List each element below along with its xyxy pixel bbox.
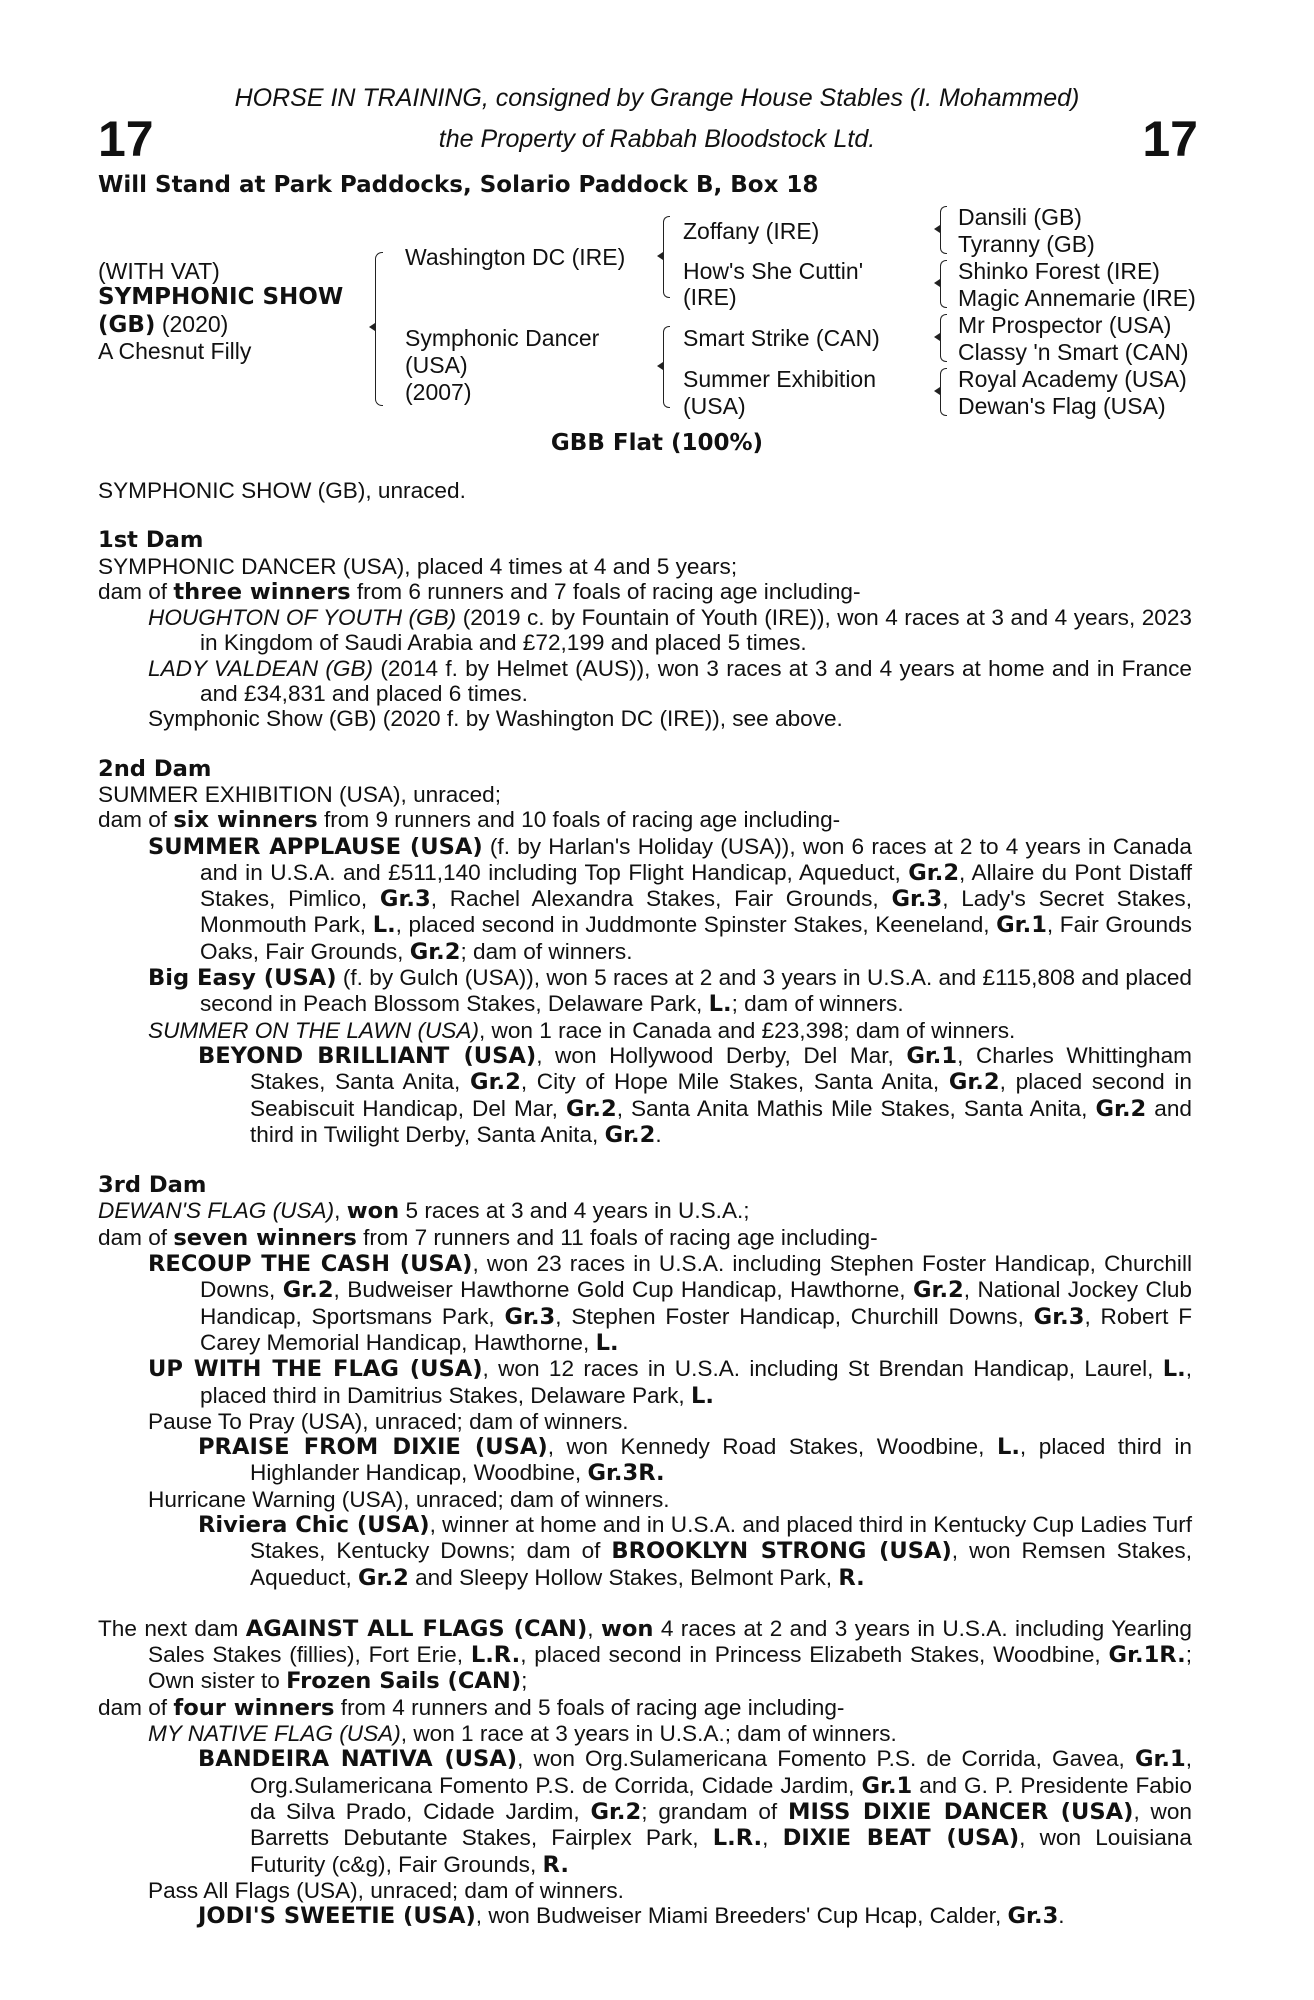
text: , won Budweiser Miami Breeders' Cup Hcap, Calder, bbox=[475, 1903, 1008, 1929]
next-dam-produce bbox=[98, 1695, 1192, 1721]
text: , placed third in Damitrius Stakes, Delaware Park, bbox=[200, 1356, 1192, 1408]
text: dam of bbox=[98, 578, 174, 604]
text: ; dam of winners. bbox=[460, 938, 633, 964]
dam-name-line3: (2007) bbox=[405, 379, 472, 405]
produce-entry: Hurricane Warning (USA), unraced; dam of winners. bbox=[148, 1486, 670, 1512]
produce-entry bbox=[98, 1356, 1192, 1409]
produce-entry bbox=[98, 605, 1192, 656]
horse-race-record: SYMPHONIC SHOW (GB), unraced. bbox=[98, 478, 466, 503]
gen3-brace-2 bbox=[940, 260, 947, 308]
produce-entry bbox=[98, 1903, 1192, 1929]
text: from 9 runners and 10 foals of racing age including- bbox=[317, 807, 841, 833]
vat-label: (WITH VAT) bbox=[98, 258, 220, 284]
horse-name: SUMMER APPLAUSE (USA) bbox=[148, 833, 483, 860]
produce-entry: Pause To Pray (USA), unraced; dam of winners. bbox=[148, 1408, 629, 1434]
horse-name: DIXIE BEAT (USA) bbox=[782, 1825, 1020, 1852]
text: dam of bbox=[98, 1694, 174, 1720]
horse-country-year bbox=[98, 311, 228, 339]
produce-entry bbox=[98, 1251, 1192, 1356]
text: , placed second in Seabiscuit Handicap, Del Mar, bbox=[250, 1069, 1192, 1121]
produce-entry bbox=[98, 1018, 1192, 1043]
grade-mark: L. bbox=[708, 991, 732, 1018]
text: and third in Twilight Derby, Santa Anita, bbox=[250, 1095, 1192, 1147]
lot-number-right: 17 bbox=[1142, 111, 1198, 167]
text: , Allaire du Pont Distaff Stakes, Pimlico, bbox=[200, 859, 1192, 912]
produce-entry bbox=[98, 1746, 1192, 1877]
dam-line-brace-point bbox=[657, 362, 663, 370]
text: , won Kennedy Road Stakes, Woodbine, bbox=[547, 1434, 997, 1460]
text: , won Barretts Debutante Stakes, Fairplex Park, bbox=[250, 1798, 1192, 1851]
horse-country: (GB) bbox=[98, 312, 156, 338]
sire-sire: Zoffany (IRE) bbox=[683, 218, 820, 244]
sire-dam-line2: (IRE) bbox=[683, 284, 737, 310]
text: 5 races at 3 and 4 years in U.S.A.; bbox=[399, 1198, 750, 1224]
dam-dam-line1: Summer Exhibition bbox=[683, 366, 877, 392]
grade-mark: Gr.2 bbox=[590, 1798, 642, 1825]
first-dam-line: SYMPHONIC DANCER (USA), placed 4 times at 4 and 5 years; bbox=[98, 553, 738, 579]
ggdam-4: Dewan's Flag (USA) bbox=[958, 393, 1166, 419]
winners-count: seven winners bbox=[173, 1224, 357, 1251]
horse-name: HOUGHTON OF YOUTH (GB) bbox=[148, 605, 457, 631]
ggsire-3: Mr Prospector (USA) bbox=[958, 312, 1172, 338]
horse-name: Riviera Chic (USA) bbox=[198, 1511, 430, 1538]
horse-year: (2020) bbox=[161, 311, 229, 337]
grade-mark: Gr.2 bbox=[948, 1069, 1000, 1096]
text: , won Org.Sulamericana Fomento P.S. de Corrida, Gavea, bbox=[517, 1746, 1135, 1772]
ggsire-2: Shinko Forest (IRE) bbox=[958, 258, 1160, 284]
text: from 7 runners and 11 foals of racing age including- bbox=[356, 1224, 878, 1250]
horse-name: LADY VALDEAN (GB) bbox=[148, 655, 374, 681]
text: , placed second in Princess Elizabeth Stakes, Woodbine, bbox=[520, 1642, 1109, 1668]
grade-mark: Gr.3 bbox=[1007, 1903, 1059, 1930]
gen3-brace-3-point bbox=[934, 333, 940, 341]
text: and Sleepy Hollow Stakes, Belmont Park, bbox=[408, 1564, 839, 1590]
grade-mark: L. bbox=[690, 1382, 714, 1409]
sire-dam-line1: How's She Cuttin' bbox=[683, 258, 864, 284]
text: from 6 runners and 7 foals of racing age including- bbox=[350, 578, 861, 604]
horse-name: Big Easy (USA) bbox=[148, 965, 337, 992]
text: , Stephen Foster Handicap, Churchill Downs, bbox=[555, 1303, 1034, 1329]
text: . bbox=[655, 1121, 662, 1147]
text: , City of Hope Mile Stakes, Santa Anita, bbox=[520, 1069, 949, 1095]
grade-mark: Gr.1 bbox=[1134, 1746, 1186, 1773]
horse-name: MY NATIVE FLAG (USA) bbox=[148, 1721, 401, 1747]
grade-mark: L. bbox=[1162, 1356, 1186, 1383]
grade-mark: L.R. bbox=[470, 1642, 521, 1669]
horse-name: Frozen Sails (CAN) bbox=[286, 1668, 522, 1695]
winners-count: four winners bbox=[173, 1694, 335, 1721]
consignor-line: HORSE IN TRAINING, consigned by Grange House Stables (I. Mohammed) bbox=[234, 84, 1080, 112]
next-dam-paragraph bbox=[98, 1616, 1192, 1695]
gen3-brace-3 bbox=[940, 314, 947, 362]
grade-mark: Gr.2 bbox=[470, 1069, 521, 1096]
text: , won 12 races in U.S.A. including St Brendan Handicap, Laurel, bbox=[482, 1356, 1163, 1382]
gbb-rating: GBB Flat (100%) bbox=[550, 430, 764, 456]
dam-name-line2: (USA) bbox=[405, 352, 468, 378]
text: (2014 f. by Helmet (AUS)), won 3 races at 3 and 4 years at home and in France and £34,831 and placed 6 times. bbox=[200, 655, 1192, 707]
produce-entry bbox=[98, 965, 1192, 1018]
first-dam-produce bbox=[98, 579, 1192, 605]
text: , bbox=[334, 1198, 347, 1224]
text: , Lady's Secret Stakes, Monmouth Park, bbox=[200, 886, 1192, 938]
horse-name: SYMPHONIC SHOW bbox=[98, 284, 344, 310]
grade-mark: Gr.2 bbox=[565, 1095, 617, 1122]
dam-name-line1: Symphonic Dancer bbox=[405, 325, 600, 351]
third-dam-heading: 3rd Dam bbox=[98, 1172, 207, 1199]
property-line: the Property of Rabbah Bloodstock Ltd. bbox=[438, 125, 876, 153]
text: (f. by Harlan's Holiday (USA)), won 6 races at 2 to 4 years in Canada and in U.S.A. and £511,140 including Top Flight Handicap, Aqueduct, bbox=[200, 833, 1192, 885]
grade-mark: Gr.3 bbox=[1033, 1303, 1085, 1330]
text: dam of bbox=[98, 807, 174, 833]
text: , placed third in Highlander Handicap, Woodbine, bbox=[250, 1434, 1192, 1486]
grade-mark: won bbox=[600, 1615, 654, 1642]
ggdam-2: Magic Annemarie (IRE) bbox=[958, 285, 1196, 311]
grade-mark: Gr.2 bbox=[912, 1277, 964, 1304]
text: , bbox=[762, 1825, 783, 1851]
text: (2019 c. by Fountain of Youth (IRE)), won 4 races at 3 and 4 years, 2023 in Kingdom of Saudi Arabia and £72,199 and placed 5 times. bbox=[200, 605, 1192, 656]
sire-line-brace bbox=[663, 216, 670, 298]
second-dam-line: SUMMER EXHIBITION (USA), unraced; bbox=[98, 781, 502, 807]
text: ; grandam of bbox=[641, 1798, 789, 1824]
grade-mark: Gr.3 bbox=[379, 886, 431, 913]
grade-mark: Gr.1R. bbox=[1108, 1642, 1186, 1669]
dam-line-brace bbox=[663, 326, 670, 408]
ggsire-1: Dansili (GB) bbox=[958, 204, 1082, 230]
text: , Charles Whittingham Stakes, Santa Anita, bbox=[250, 1042, 1192, 1095]
produce-entry bbox=[98, 1512, 1192, 1591]
winners-count: three winners bbox=[173, 578, 351, 605]
text: , Org.Sulamericana Fomento P.S. de Corrida, Cidade Jardim, bbox=[250, 1746, 1192, 1798]
grade-mark: Gr.1 bbox=[996, 912, 1047, 939]
gen3-brace-1-point bbox=[934, 225, 940, 233]
grade-mark: Gr.1 bbox=[861, 1772, 913, 1799]
produce-entry bbox=[98, 1721, 1192, 1746]
produce-entry bbox=[98, 1043, 1192, 1148]
text: , placed second in Juddmonte Spinster Stakes, Keeneland, bbox=[395, 912, 997, 938]
grade-mark: Gr.3R. bbox=[587, 1460, 665, 1487]
horse-name: MISS DIXIE DANCER (USA) bbox=[788, 1798, 1134, 1825]
text: (f. by Gulch (USA)), won 5 races at 2 and 3 years in U.S.A. and £115,808 and placed second in Peach Blossom Stakes, Delaware Park, bbox=[200, 965, 1192, 1017]
grade-mark: L.R. bbox=[712, 1825, 763, 1852]
text: ; bbox=[521, 1668, 528, 1694]
grade-mark: Gr.2 bbox=[908, 859, 960, 886]
produce-entry bbox=[98, 1434, 1192, 1487]
text: , won Hollywood Derby, Del Mar, bbox=[536, 1042, 907, 1068]
pedigree-brace-main bbox=[375, 252, 383, 406]
text: , Robert F Carey Memorial Handicap, Hawthorne, bbox=[200, 1303, 1192, 1355]
horse-name: UP WITH THE FLAG (USA) bbox=[148, 1356, 483, 1383]
gen3-brace-1 bbox=[940, 206, 947, 254]
dam-sire: Smart Strike (CAN) bbox=[683, 325, 880, 351]
grade-mark: L. bbox=[595, 1329, 619, 1356]
text: and G. P. Presidente Fabio da Silva Prado, Cidade Jardim, bbox=[250, 1772, 1192, 1824]
gen3-brace-4-point bbox=[934, 387, 940, 395]
third-dam-line bbox=[98, 1198, 1192, 1224]
horse-description: A Chesnut Filly bbox=[98, 338, 252, 364]
grade-mark: Gr.2 bbox=[282, 1277, 334, 1304]
horse-name: BROOKLYN STRONG (USA) bbox=[611, 1538, 952, 1565]
horse-name: DEWAN'S FLAG (USA) bbox=[98, 1198, 335, 1224]
text: 4 races at 2 and 3 years in U.S.A. including Yearling Sales Stakes (fillies), Fort Erie, bbox=[148, 1615, 1192, 1668]
horse-name: SUMMER ON THE LAWN (USA) bbox=[148, 1017, 479, 1043]
text: ; Own sister to bbox=[148, 1642, 1192, 1694]
text: , won Remsen Stakes, Aqueduct, bbox=[250, 1538, 1192, 1590]
text: , bbox=[587, 1615, 601, 1641]
first-dam-heading: 1st Dam bbox=[98, 527, 204, 554]
text: , won 1 race in Canada and £23,398; dam of winners. bbox=[478, 1017, 1016, 1043]
text: , Fair Grounds Oaks, Fair Grounds, bbox=[200, 912, 1192, 964]
grade-mark: Gr.2 bbox=[409, 938, 461, 965]
dam-dam-line2: (USA) bbox=[683, 393, 746, 419]
second-dam-heading: 2nd Dam bbox=[98, 755, 212, 782]
grade-mark: Gr.3 bbox=[504, 1303, 556, 1330]
horse-name: JODI'S SWEETIE (USA) bbox=[198, 1903, 476, 1930]
text: ; dam of winners. bbox=[731, 991, 904, 1017]
winners-count: six winners bbox=[173, 807, 318, 834]
grade-mark: R. bbox=[542, 1851, 569, 1878]
horse-name: BEYOND BRILLIANT (USA) bbox=[198, 1042, 537, 1069]
pedigree-brace-main-point bbox=[369, 323, 375, 331]
horse-name: RECOUP THE CASH (USA) bbox=[148, 1251, 473, 1278]
text: , Santa Anita Mathis Mile Stakes, Santa Anita, bbox=[616, 1095, 1096, 1121]
text: from 4 runners and 5 foals of racing age including- bbox=[334, 1694, 845, 1720]
stand-location: Will Stand at Park Paddocks, Solario Paddock B, Box 18 bbox=[98, 172, 819, 198]
lot-number-left: 17 bbox=[98, 111, 154, 167]
grade-mark: Gr.2 bbox=[1095, 1095, 1147, 1122]
produce-entry: Symphonic Show (GB) (2020 f. by Washington DC (IRE)), see above. bbox=[148, 706, 843, 732]
horse-name: AGAINST ALL FLAGS (CAN) bbox=[245, 1615, 588, 1642]
text: , won Louisiana Futurity (c&g), Fair Grounds, bbox=[250, 1825, 1192, 1877]
produce-entry bbox=[98, 834, 1192, 965]
third-dam-produce bbox=[98, 1225, 1192, 1251]
grade-mark: Gr.1 bbox=[906, 1042, 958, 1069]
text: , National Jockey Club Handicap, Sportsmans Park, bbox=[200, 1277, 1192, 1329]
second-dam-produce bbox=[98, 807, 1192, 833]
sire-name: Washington DC (IRE) bbox=[405, 244, 626, 270]
text: , won 23 races in U.S.A. including Stephen Foster Handicap, Churchill Downs, bbox=[200, 1251, 1192, 1303]
ggdam-1: Tyranny (GB) bbox=[958, 231, 1095, 257]
sire-line-brace-point bbox=[657, 252, 663, 260]
gen3-brace-4 bbox=[940, 368, 947, 416]
grade-mark: L. bbox=[372, 912, 396, 939]
grade-mark: Gr.3 bbox=[891, 886, 943, 913]
grade-mark: L. bbox=[996, 1434, 1020, 1461]
text: , winner at home and in U.S.A. and placed third in Kentucky Cup Ladies Turf Stakes, Kentucky Downs; dam of bbox=[250, 1511, 1192, 1564]
catalogue-body bbox=[98, 478, 1192, 1929]
grade-mark: R. bbox=[838, 1564, 865, 1591]
ggsire-4: Royal Academy (USA) bbox=[958, 366, 1187, 392]
produce-entry: Pass All Flags (USA), unraced; dam of winners. bbox=[148, 1877, 624, 1903]
horse-name: BANDEIRA NATIVA (USA) bbox=[198, 1746, 518, 1773]
text: . bbox=[1058, 1903, 1065, 1929]
grade-mark: Gr.2 bbox=[358, 1564, 409, 1591]
text: The next dam bbox=[98, 1615, 246, 1641]
text: , won 1 race at 3 years in U.S.A.; dam of winners. bbox=[400, 1721, 897, 1747]
ggdam-3: Classy 'n Smart (CAN) bbox=[958, 339, 1189, 365]
text: dam of bbox=[98, 1224, 174, 1250]
text: , Rachel Alexandra Stakes, Fair Grounds, bbox=[430, 886, 892, 912]
text: won bbox=[346, 1198, 400, 1225]
text: , Budweiser Hawthorne Gold Cup Handicap, Hawthorne, bbox=[333, 1277, 913, 1303]
produce-entry bbox=[98, 656, 1192, 707]
grade-mark: Gr.2 bbox=[604, 1121, 656, 1148]
gen3-brace-2-point bbox=[934, 279, 940, 287]
horse-name: PRAISE FROM DIXIE (USA) bbox=[198, 1434, 548, 1461]
